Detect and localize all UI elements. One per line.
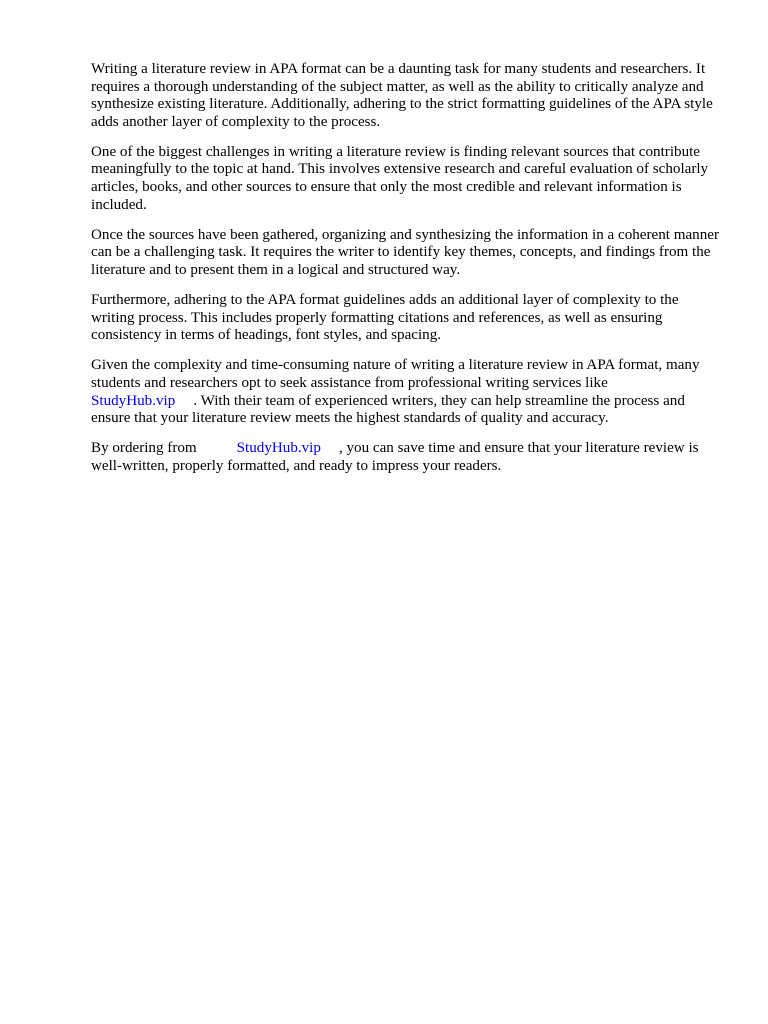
studyhub-link[interactable]: StudyHub.vip: [91, 392, 176, 409]
paragraph-assistance: [91, 357, 725, 427]
paragraph-assistance-text-before: Given the complexity and time-consuming nature of writing a literature review in APA format, many students and researchers opt to seek assistance from professional writing services like: [91, 357, 700, 391]
document-page: [91, 61, 725, 488]
paragraph-apa-guidelines: Furthermore, adhering to the APA format guidelines adds an additional layer of complexity to the writing process. This includes properly formatting citations and references, as well as ensuring consistency in terms of headings, font styles, and spacing.: [91, 292, 679, 344]
paragraph-ordering-text-after: , you can save time and ensure that your literature review is well-written, properly formatted, and ready to impress your readers.: [91, 440, 699, 474]
paragraph-assistance-text-after: . With their team of experienced writers, they can help streamline the process and ensure that your literature review meets the highest standards of quality and accuracy.: [91, 392, 685, 427]
paragraph-organizing: Once the sources have been gathered, organizing and synthesizing the information in a coherent manner can be a challenging task. It requires the writer to identify key themes, concepts, and findings from the literature and to present them in a logical and structured way.: [91, 226, 719, 278]
paragraph-ordering-text-before: By ordering from: [91, 440, 197, 457]
paragraph-intro: Writing a literature review in APA format can be a daunting task for many students and researchers. It requires a thorough understanding of the subject matter, as well as the ability to critically analyze and synthesize existing literature. Additionally, adhering to the strict formatting guidelines of the APA style adds another layer of complexity to the process.: [91, 61, 713, 130]
studyhub-link-ordering[interactable]: StudyHub.vip: [236, 440, 321, 457]
paragraph-ordering: [91, 440, 725, 475]
paragraph-sources: One of the biggest challenges in writing a literature review is finding relevant sources that contribute meaningfully to the topic at hand. This involves extensive research and careful evaluation of scholarly articles, books, and other sources to ensure that only the most credible and relevant information is included.: [91, 143, 709, 213]
